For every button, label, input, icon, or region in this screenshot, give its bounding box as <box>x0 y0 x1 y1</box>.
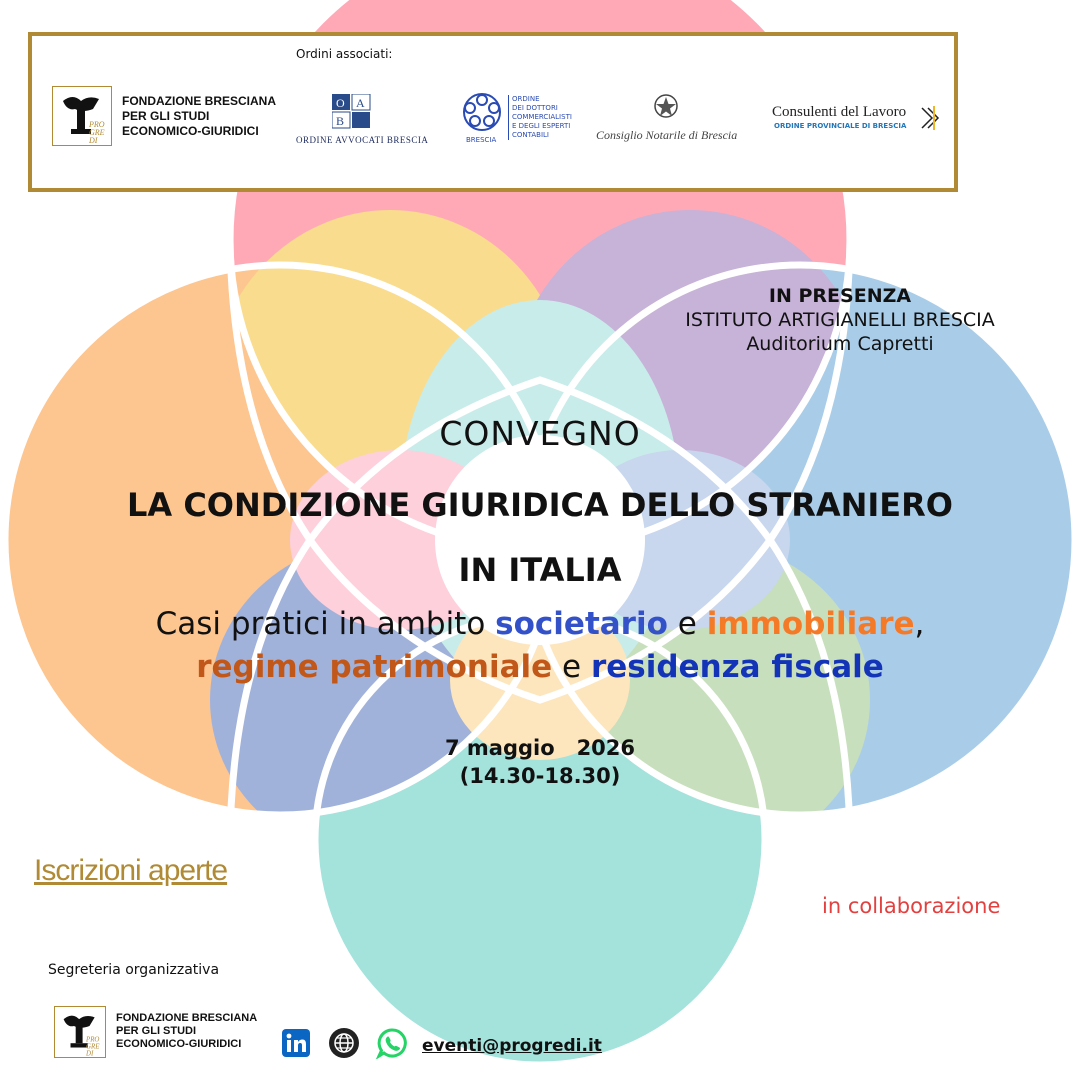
lavoro-logo <box>920 104 944 136</box>
commercialisti-line1: ORDINE <box>512 95 540 103</box>
subtitle-text-2: e <box>667 606 707 642</box>
footer-foundation-line2: PER GLI STUDI <box>116 1025 197 1037</box>
svg-text:GRE: GRE <box>89 128 105 137</box>
whatsapp-icon <box>376 1027 408 1059</box>
notarile-name: Consiglio Notarile di Brescia <box>596 128 738 142</box>
event-type: CONVEGNO <box>439 414 641 453</box>
svg-text:DI: DI <box>89 136 98 145</box>
whatsapp-button[interactable] <box>376 1027 408 1059</box>
event-time: (14.30-18.30) <box>459 764 621 788</box>
event-title-line1: LA CONDIZIONE GIURIDICA DELLO STRANIERO <box>127 486 953 524</box>
svg-text:A: A <box>356 96 365 110</box>
oab-name: ORDINE AVVOCATI BRESCIA <box>296 135 429 145</box>
foundation-line2: PER GLI STUDI <box>122 109 210 123</box>
event-date: 7 maggio 2026 <box>444 736 636 760</box>
subtitle-residenza: residenza fiscale <box>590 649 884 685</box>
subtitle-text-3: , <box>914 606 925 642</box>
collaboration-label: in collaborazione <box>822 894 1001 918</box>
venue-hall: Auditorium Capretti <box>746 333 934 355</box>
subtitle-text-4: e <box>552 649 591 685</box>
bird-pedestal-logo-icon <box>53 87 111 145</box>
subtitle-text-1: Casi pratici in ambito <box>155 606 496 642</box>
commercialisti-name <box>508 95 572 140</box>
associated-orders-label: Ordini associati: <box>296 47 393 61</box>
svg-text:GRE: GRE <box>86 1043 100 1051</box>
venue-place: ISTITUTO ARTIGIANELLI BRESCIA <box>685 309 995 331</box>
event-subtitle-line1 <box>0 606 1080 642</box>
italian-emblem-icon <box>652 92 680 122</box>
secretariat-label: Segreteria organizzativa <box>48 962 220 978</box>
oab-logo <box>332 94 372 134</box>
venue-block <box>620 284 1060 356</box>
commercialisti-line4: E DEGLI ESPERTI <box>512 122 571 130</box>
circle-dots-logo-icon <box>458 92 506 136</box>
commercialisti-logo <box>458 92 506 140</box>
bird-pedestal-logo-icon <box>55 1007 105 1057</box>
commercialisti-line3: COMMERCIALISTI <box>512 113 572 121</box>
subtitle-immobiliare: immobiliare <box>706 606 915 642</box>
venue-mode: IN PRESENZA <box>768 285 912 307</box>
footer-foundation-name <box>116 1012 257 1051</box>
footer-foundation-logo <box>54 1006 106 1058</box>
event-datetime <box>340 734 740 790</box>
linkedin-icon <box>282 1029 310 1057</box>
oab-logo-icon <box>332 94 372 130</box>
footer-foundation-line1: FONDAZIONE BRESCIANA <box>116 1012 258 1024</box>
commercialisti-city: BRESCIA <box>466 136 497 144</box>
svg-text:DI: DI <box>86 1050 94 1057</box>
commercialisti-line5: CONTABILI <box>512 131 549 139</box>
event-subtitle-line2 <box>0 649 1080 685</box>
foundation-line1: FONDAZIONE BRESCIANA <box>122 94 277 108</box>
stripes-logo-icon <box>920 104 944 132</box>
svg-text:O: O <box>336 96 345 110</box>
website-button[interactable] <box>328 1027 360 1059</box>
svg-text:PRO: PRO <box>89 120 105 129</box>
lavoro-name: Consulenti del Lavoro <box>772 104 907 120</box>
foundation-line3: ECONOMICO-GIURIDICI <box>122 124 259 138</box>
lavoro-sub: ORDINE PROVINCIALE DI BRESCIA <box>774 122 907 130</box>
notarile-logo <box>652 92 680 126</box>
subtitle-regime: regime patrimoniale <box>196 649 553 685</box>
foundation-logo <box>52 86 112 146</box>
svg-text:PRO: PRO <box>86 1036 100 1044</box>
foundation-name <box>122 94 276 139</box>
linkedin-button[interactable] <box>282 1029 310 1057</box>
email-link[interactable]: eventi@progredi.it <box>422 1036 602 1056</box>
globe-icon <box>328 1027 360 1059</box>
registration-link[interactable]: Iscrizioni aperte <box>34 854 228 887</box>
footer-foundation-line3: ECONOMICO-GIURIDICI <box>116 1038 242 1050</box>
event-title-line2: IN ITALIA <box>458 551 622 589</box>
svg-text:B: B <box>336 114 345 128</box>
commercialisti-line2: DEI DOTTORI <box>512 104 558 112</box>
subtitle-societario: societario <box>495 606 668 642</box>
